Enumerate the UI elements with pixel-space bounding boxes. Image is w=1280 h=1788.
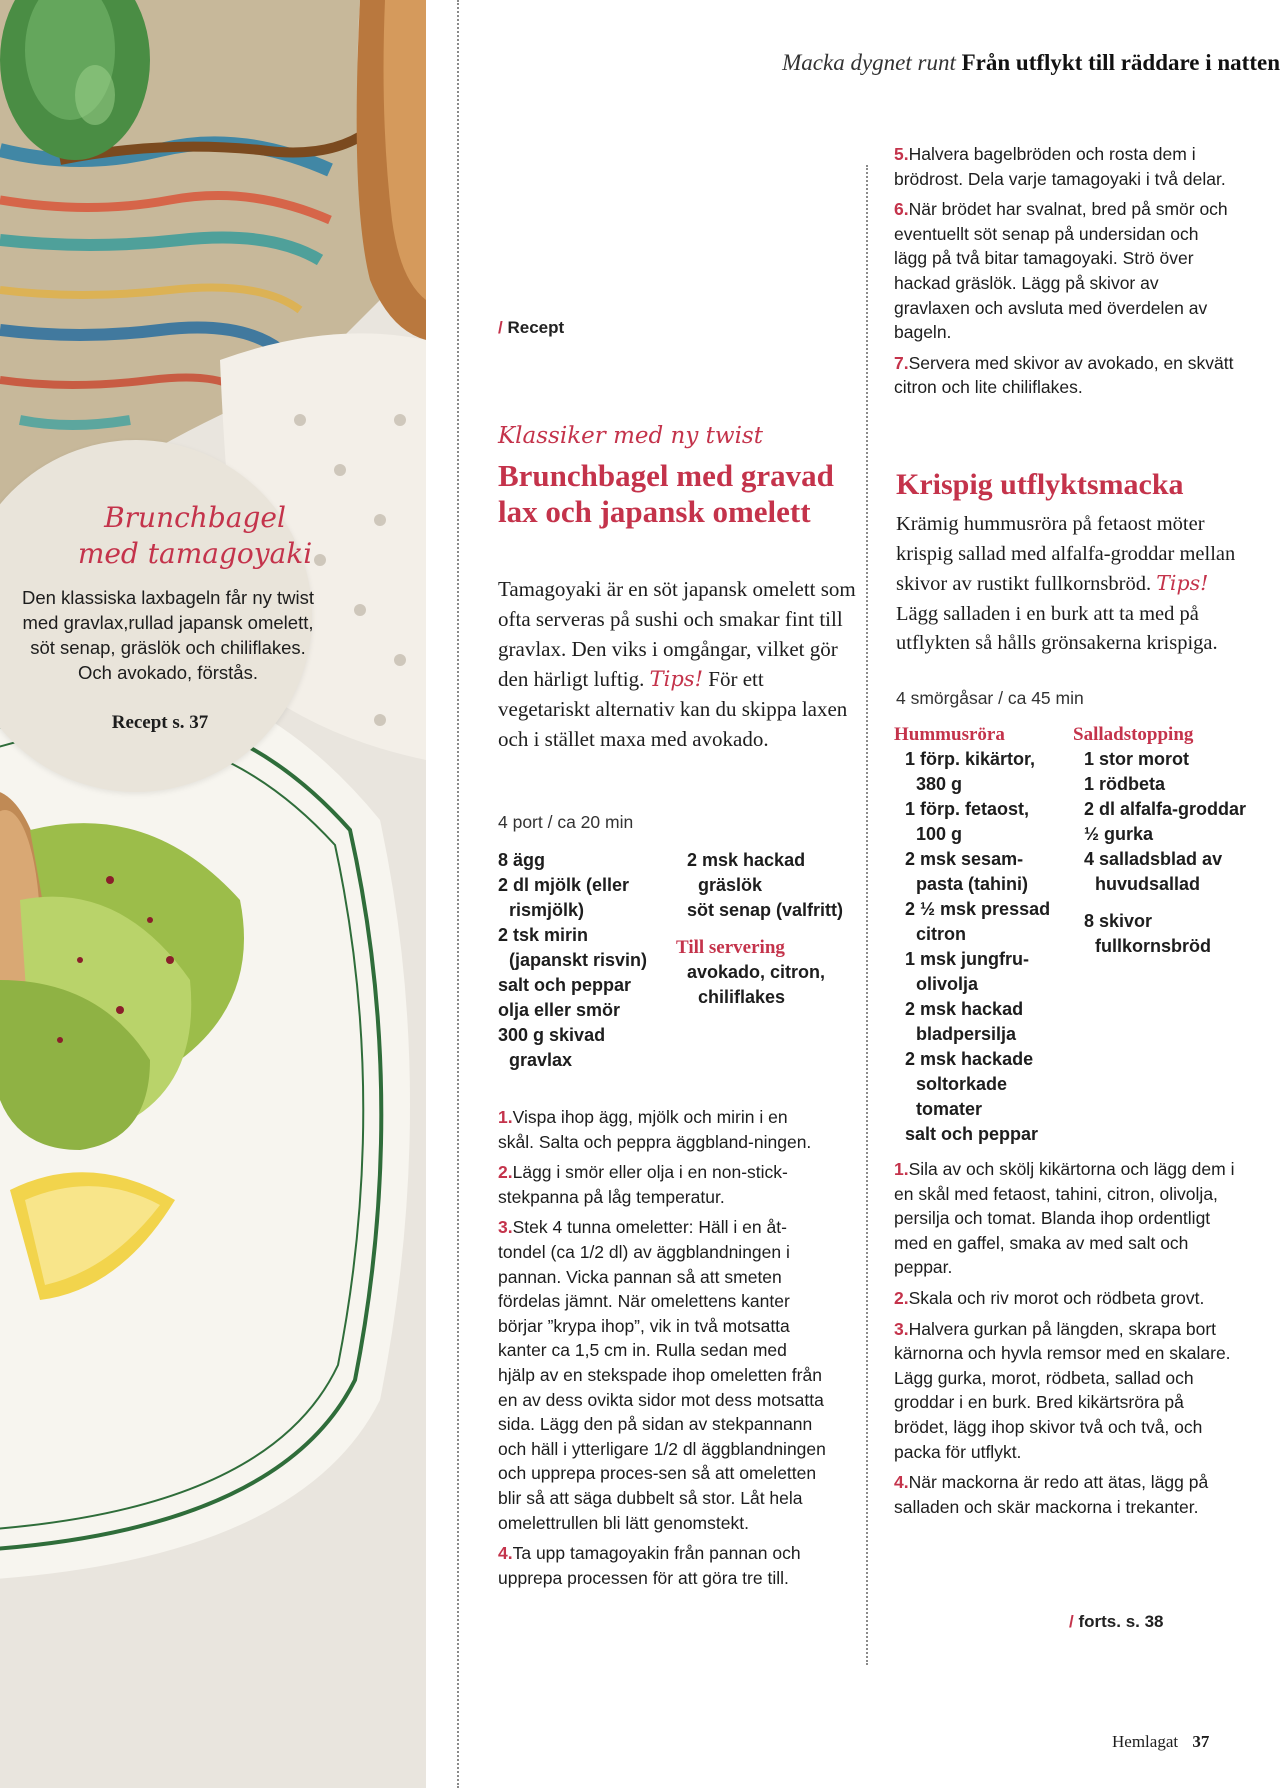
page-footer: [1112, 1732, 1209, 1752]
page-header: [500, 50, 1280, 76]
step-text: Lägg i smör eller olja i en non-stick-stekpanna på låg temperatur.: [498, 1162, 788, 1207]
dotted-divider-middle: [866, 165, 868, 1665]
recipe2-topping-head: Salladstopping: [1073, 724, 1194, 745]
recipe1-intro: [498, 574, 856, 754]
ingredient-item: 2 msk sesam-pasta (tahini): [905, 849, 1029, 894]
ingredient-item: 8 skivor fullkornsbröd: [1084, 911, 1211, 956]
method-step: [894, 142, 1234, 191]
step-text: Ta upp tamagoyakin från pannan och upprepa processen för att göra tre till.: [498, 1543, 801, 1588]
method-step: [498, 1160, 828, 1209]
step-number: 7.: [894, 352, 909, 373]
continued-label: forts. s. 38: [1078, 1612, 1164, 1631]
recipe1-meta: 4 port / ca 20 min: [498, 812, 634, 832]
callout-text: Den klassiska laxbageln får ny twist med gravlax,rullad japansk omelett, söt senap, gräslök och chiliflakes. Och avokado, förstås.: [21, 587, 315, 683]
food-photo: [0, 0, 426, 1788]
ingredient-item: 1 förp. kikärtor, 380 g: [905, 749, 1036, 794]
recipe2-intro-b: Lägg salladen i en burk att ta med på utflykten så hålls grönsakerna krispiga.: [896, 602, 1218, 654]
recipe2-tips-label: Tips!: [1156, 571, 1209, 595]
recipe1-serving-head: Till servering: [676, 937, 785, 958]
step-text: Skala och riv morot och rödbeta grovt.: [908, 1287, 1205, 1308]
step-number: 4.: [894, 1472, 909, 1493]
step-text: Vispa ihop ägg, mjölk och mirin i en skål. Salta och peppra äggbland-ningen.: [498, 1107, 812, 1152]
step-text: Halvera bagelbröden och rosta dem i brödrost. Dela varje tamagoyaki i två delar.: [894, 144, 1226, 189]
ingredient-item: 2 tsk mirin (japanskt risvin): [498, 925, 648, 970]
ingredient-item: 1 stor morot: [1084, 749, 1190, 769]
step-text: När brödet har svalnat, bred på smör och eventuellt söt senap på undersidan och lägg på två bitar tamagoyaki. Strö över hackad gräslök. Lägg på skivor av gravlaxen och avsluta med överdelen av bageln.: [894, 199, 1228, 343]
method-step: [498, 1215, 828, 1535]
step-text: Sila av och skölj kikärtorna och lägg dem i en skål med fetaost, tahini, citron, olivolja, persilja och tomat. Blanda ihop ordentligt med en gaffel, smaka av med salt och peppar.: [894, 1159, 1235, 1278]
method-step: [498, 1105, 828, 1154]
ingredient-item: salt och peppar: [905, 1124, 1039, 1144]
step-number: 2.: [498, 1162, 513, 1183]
ingredient-item: 8 ägg: [498, 850, 546, 870]
recipe2-hummus-head: Hummusröra: [894, 724, 1005, 745]
dotted-divider-left: [457, 0, 459, 1788]
recipe1-kicker: Klassiker med ny twist: [498, 423, 763, 449]
ingredient-item: 2 dl alfalfa-groddar: [1084, 799, 1247, 819]
recipe2-topping: [1073, 722, 1253, 959]
step-number: 5.: [894, 144, 909, 164]
step-text: Halvera gurkan på längden, skrapa bort kärnorna och hyvla remsor med en skalare. Lägg gurka, morot, rödbeta, sallad och groddar i en burk. Bred kikärtsröra på brödet, lägg ihop skivor två och två, och packa för utflykt.: [894, 1318, 1231, 1462]
recipe2-title: Krispig utflyktsmacka: [896, 468, 1184, 501]
series-name: Macka dygnet runt: [782, 50, 956, 75]
callout-title-line2: med tamagoyaki: [77, 537, 313, 570]
continued-reference: [1069, 1612, 1164, 1632]
step-number: 3.: [894, 1318, 909, 1339]
callout-title-line1: Brunchbagel: [104, 501, 286, 534]
method-step: [498, 1541, 828, 1590]
ingredient-item: 2 msk hackade soltorkade tomater: [905, 1049, 1034, 1119]
method-step: [894, 1286, 1239, 1311]
step-number: 1.: [498, 1107, 513, 1127]
method-step: [894, 1470, 1239, 1519]
page-number: 37: [1192, 1732, 1210, 1751]
section-tag: [498, 318, 564, 338]
recipe2-steps: [894, 1157, 1239, 1525]
recipe1-title: Brunchbagel med gravad lax och japansk omelett: [498, 458, 834, 529]
method-step: [894, 351, 1234, 400]
ingredient-item: salt och peppar: [498, 975, 632, 995]
recipe1-ingredients-col2: [676, 848, 856, 1010]
recipe1-intro-b: För ett vegetariskt alternativ kan du skippa laxen och i stället maxa med avokado.: [498, 667, 848, 751]
serving-item: avokado, citron, chiliflakes: [687, 962, 826, 1007]
ingredient-item: 1 msk jungfru-olivolja: [905, 949, 1030, 994]
callout-title: [40, 500, 350, 572]
callout-recipe-reference: Recept s. 37: [111, 712, 209, 733]
recipe1-intro-a: Tamagoyaki är en söt japansk omelett som ofta serveras på sushi och smakar fint till gravlax. Den viks i omgångar, vilket gör den härligt luftig.: [498, 577, 856, 691]
magazine-name: Hemlagat: [1112, 1732, 1179, 1751]
recipe2-intro-a: Krämig hummusröra på fetaost möter krispig sallad med alfalfa-groddar mellan skivor av rustikt fullkornsbröd.: [896, 513, 1236, 595]
method-step: [894, 197, 1234, 345]
ingredient-item: olja eller smör: [498, 1000, 621, 1020]
step-number: 4.: [498, 1543, 513, 1564]
step-text: Servera med skivor av avokado, en skvätt citron och lite chiliflakes.: [894, 352, 1234, 398]
step-number: 2.: [894, 1287, 909, 1308]
ingredient-item: 1 rödbeta: [1084, 774, 1166, 794]
recipe1-steps: [498, 1105, 828, 1596]
ingredient-item: 2 ½ msk pressad citron: [905, 899, 1051, 944]
ingredient-item: söt senap (valfritt): [687, 900, 844, 920]
ingredient-item: ½ gurka: [1084, 824, 1154, 844]
step-number: 1.: [894, 1159, 909, 1179]
recipe1-ingredients-col1: [498, 848, 668, 1073]
ingredient-item: 2 dl mjölk (eller rismjölk): [498, 875, 630, 920]
recipe2-meta: 4 smörgåsar / ca 45 min: [896, 688, 1084, 708]
recipe1-steps-continued: [894, 142, 1234, 406]
step-number: 3.: [498, 1217, 513, 1238]
food-photo-illustration: [0, 0, 426, 1788]
ingredient-item: 2 msk hackad gräslök: [687, 850, 806, 895]
recipe2-intro: [896, 510, 1246, 659]
ingredient-item: 4 salladsblad av huvudsallad: [1084, 849, 1223, 894]
step-number: 6.: [894, 199, 909, 220]
slash-icon: /: [1069, 1612, 1074, 1631]
recipe1-tips-label: Tips!: [649, 667, 704, 691]
step-text: Stek 4 tunna omeletter: Häll i en åt-tondel (ca 1/2 dl) av äggblandningen i pannan. Vicka pannan så att smeten fördelas jämnt. När omelettens kanter börjar ”krypa ihop”, vik in två motsatta kanter ca 1,5 cm in. Rulla sedan med hjälp av en stekspade ihop omeletten från en av dess ovikta sidor mot dess motsatta sida. Lägg den på sidan av stekpannann och häll i ytterligare 1/2 dl äggblandningen och upprepa proces-sen så att omeletten blir så att säga dubbelt så stor. Låt hela omelettrullen bli lätt genomstekt.: [498, 1217, 826, 1533]
recipe2-hummus: [894, 722, 1064, 1147]
ingredient-item: 1 förp. fetaost, 100 g: [905, 799, 1030, 844]
step-text: När mackorna är redo att ätas, lägg på salladen och skär mackorna i trekanter.: [894, 1472, 1209, 1517]
slash-icon: /: [498, 318, 503, 337]
ingredient-item: 2 msk hackad bladpersilja: [905, 999, 1024, 1044]
method-step: [894, 1317, 1239, 1465]
section-tag-label: Recept: [507, 318, 565, 337]
page-title: Från utflykt till räddare i natten: [961, 50, 1280, 75]
ingredient-item: 300 g skivad gravlax: [498, 1025, 606, 1070]
method-step: [894, 1157, 1239, 1280]
